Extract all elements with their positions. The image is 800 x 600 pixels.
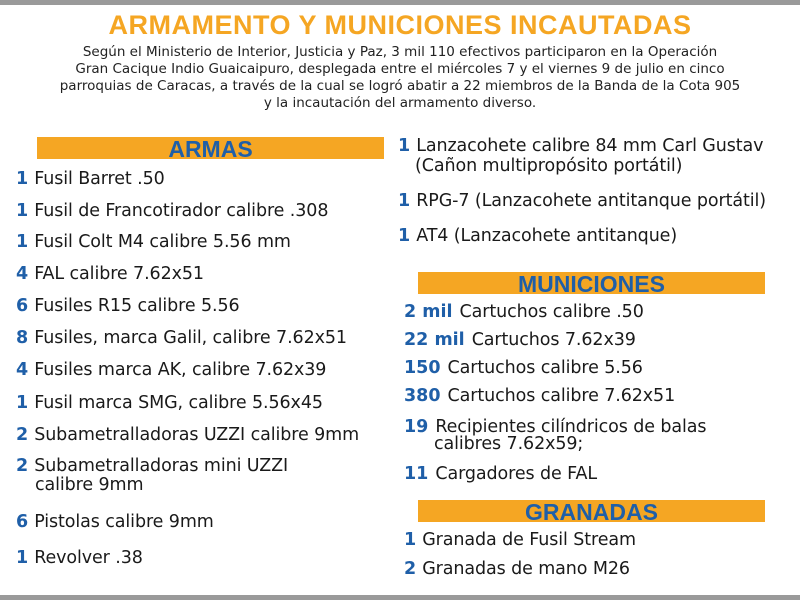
item-quantity: 1: [16, 548, 29, 568]
item-text-continued: calibre 9mm: [35, 475, 144, 495]
section-heading-granadas: [418, 499, 765, 525]
list-item: [398, 191, 766, 211]
list-item: [16, 360, 326, 380]
list-item: [16, 393, 323, 413]
item-text: Fusiles, marca Galil, calibre 7.62x51: [34, 328, 347, 348]
item-quantity: 1: [398, 136, 411, 156]
section-heading-label: ARMAS: [168, 136, 253, 162]
item-text: Cartuchos calibre 5.56: [447, 358, 643, 378]
item-quantity: 11: [404, 464, 429, 484]
list-item: [404, 464, 597, 484]
item-text: Cartuchos calibre .50: [459, 302, 644, 322]
item-quantity: 6: [16, 512, 29, 532]
item-text: Lanzacohete calibre 84 mm Carl Gustav: [416, 136, 764, 156]
item-quantity: 1: [398, 191, 411, 211]
list-item: [404, 302, 644, 322]
item-text: Revolver .38: [34, 548, 143, 568]
item-quantity: 2 mil: [404, 302, 453, 322]
list-item: [16, 328, 347, 348]
item-quantity: 19: [404, 417, 429, 437]
item-text: Cartuchos 7.62x39: [471, 330, 636, 350]
item-quantity: 2: [16, 456, 29, 476]
item-text: Granadas de mano M26: [422, 559, 630, 579]
item-text-continued: calibres 7.62x59;: [434, 434, 584, 454]
item-text: Subametralladoras mini UZZI: [34, 456, 289, 476]
section-heading-municiones: [418, 271, 765, 297]
top-rule: [0, 0, 800, 5]
list-item: [16, 264, 204, 284]
list-item: [16, 296, 240, 316]
item-text: Fusil Colt M4 calibre 5.56 mm: [34, 232, 291, 252]
item-text: RPG-7 (Lanzacohete antitanque portátil): [416, 191, 767, 211]
intro-line: y la incautación del armamento diverso.: [263, 95, 537, 111]
item-text: Fusil marca SMG, calibre 5.56x45: [34, 393, 323, 413]
list-item: [16, 201, 328, 221]
item-quantity: 1: [16, 201, 29, 221]
list-item: [398, 226, 677, 246]
item-text: Fusiles R15 calibre 5.56: [34, 296, 240, 316]
page-title: ARMAMENTO Y MUNICIONES INCAUTADAS: [108, 10, 692, 40]
list-item: [16, 512, 214, 532]
item-text: Pistolas calibre 9mm: [34, 512, 214, 532]
item-quantity: 2: [404, 559, 417, 579]
item-text: Cartuchos calibre 7.62x51: [447, 386, 676, 406]
item-text: FAL calibre 7.62x51: [34, 264, 204, 284]
item-quantity: 8: [16, 328, 29, 348]
intro-paragraph: [30, 44, 770, 112]
list-item: [398, 136, 763, 176]
item-quantity: 380: [404, 386, 441, 406]
intro-line: Según el Ministerio de Interior, Justicia y Paz, 3 mil 110 efectivos participaron en la Operación: [82, 44, 718, 60]
section-heading-label: GRANADAS: [525, 499, 658, 525]
item-quantity: 1: [398, 226, 411, 246]
item-quantity: 1: [16, 169, 29, 189]
item-quantity: 4: [16, 264, 29, 284]
item-text: Fusiles marca AK, calibre 7.62x39: [34, 360, 327, 380]
item-quantity: 150: [404, 358, 441, 378]
intro-line: Gran Cacique Indio Guaicaipuro, desplegada entre el miércoles 7 y el viernes 9 de julio en cinco: [75, 61, 725, 77]
list-item: [16, 232, 291, 252]
list-item: [404, 419, 706, 453]
item-quantity: 1: [404, 530, 417, 550]
item-text: AT4 (Lanzacohete antitanque): [416, 226, 678, 246]
item-quantity: 1: [16, 393, 29, 413]
list-item: [16, 425, 359, 445]
item-quantity: 6: [16, 296, 29, 316]
section-heading-armas: [37, 136, 384, 162]
section-heading-label: MUNICIONES: [518, 271, 665, 297]
list-item: [404, 386, 675, 406]
item-text: Granada de Fusil Stream: [422, 530, 636, 550]
list-item: [404, 530, 636, 550]
intro-line: parroquias de Caracas, a través de la cual se logró abatir a 22 miembros de la Banda de la Cota 905: [59, 78, 741, 94]
list-item: [16, 169, 165, 189]
item-text: Fusil de Francotirador calibre .308: [34, 201, 329, 221]
item-quantity: 22 mil: [404, 330, 465, 350]
list-item: [404, 559, 630, 579]
item-text: Recipientes cilíndricos de balas: [435, 417, 707, 437]
item-quantity: 1: [16, 232, 29, 252]
item-text: Subametralladoras UZZI calibre 9mm: [34, 425, 360, 445]
item-quantity: 2: [16, 425, 29, 445]
list-item: [16, 457, 288, 495]
item-text: Fusil Barret .50: [34, 169, 165, 189]
item-quantity: 4: [16, 360, 29, 380]
item-text: Cargadores de FAL: [435, 464, 598, 484]
list-item: [404, 330, 636, 350]
bottom-rule: [0, 595, 800, 600]
list-item: [16, 548, 143, 568]
item-text-continued: (Cañon multipropósito portátil): [415, 156, 683, 176]
list-item: [404, 358, 643, 378]
